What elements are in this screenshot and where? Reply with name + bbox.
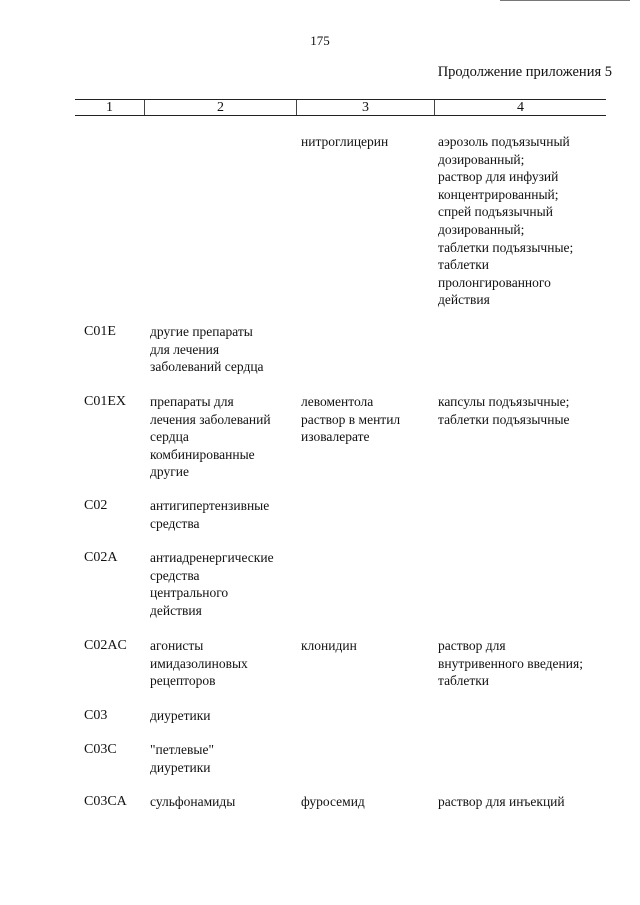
group-name: другие препараты для лечения заболеваний сердца <box>150 324 264 375</box>
atc-code: C01E <box>84 324 116 339</box>
drug-name: фуросемид <box>301 794 365 809</box>
page-number: 175 <box>310 33 330 48</box>
group-name: "петлевые" диуретики <box>150 742 214 775</box>
group-name: диуретики <box>150 708 211 723</box>
atc-code: C03CA <box>84 794 127 809</box>
group-name: антигипертензивные средства <box>150 498 270 531</box>
atc-code: C02A <box>84 550 118 565</box>
atc-code: C01EX <box>84 394 126 409</box>
dosage-forms: аэрозоль подъязычный дозированный; раствор для инфузий концентрированный; спрей подъязычный дозированный; таблетки подъязычные; таблетки пролонгированного действия <box>438 134 574 308</box>
drug-name: клонидин <box>301 638 357 653</box>
drug-name: нитроглицерин <box>301 134 389 149</box>
group-name: препараты для лечения заболеваний сердца комбинированные другие <box>150 394 271 480</box>
table-header <box>75 99 606 116</box>
column-header-3: 3 <box>297 100 435 116</box>
drug-name: левоментола раствор в ментил изовалерате <box>301 394 401 445</box>
continuation-heading: Продолжение приложения 5 <box>437 64 612 80</box>
dosage-forms: раствор для внутривенного введения; таблетки <box>438 638 583 689</box>
column-header-4: 4 <box>435 100 607 116</box>
group-name: антиадренергические средства центрального действия <box>150 550 274 618</box>
atc-code: C02AC <box>84 638 127 653</box>
group-name: сульфонамиды <box>150 794 236 809</box>
top-edge-line <box>500 0 630 1</box>
atc-code: C02 <box>84 498 108 513</box>
column-header-1: 1 <box>75 100 145 116</box>
group-name: агонисты имидазолиновых рецепторов <box>150 638 248 689</box>
atc-code: C03C <box>84 742 117 757</box>
column-header-2: 2 <box>145 100 297 116</box>
dosage-forms: капсулы подъязычные; таблетки подъязычные <box>438 394 570 427</box>
atc-code: C03 <box>84 708 108 723</box>
dosage-forms: раствор для инъекций <box>438 794 565 809</box>
